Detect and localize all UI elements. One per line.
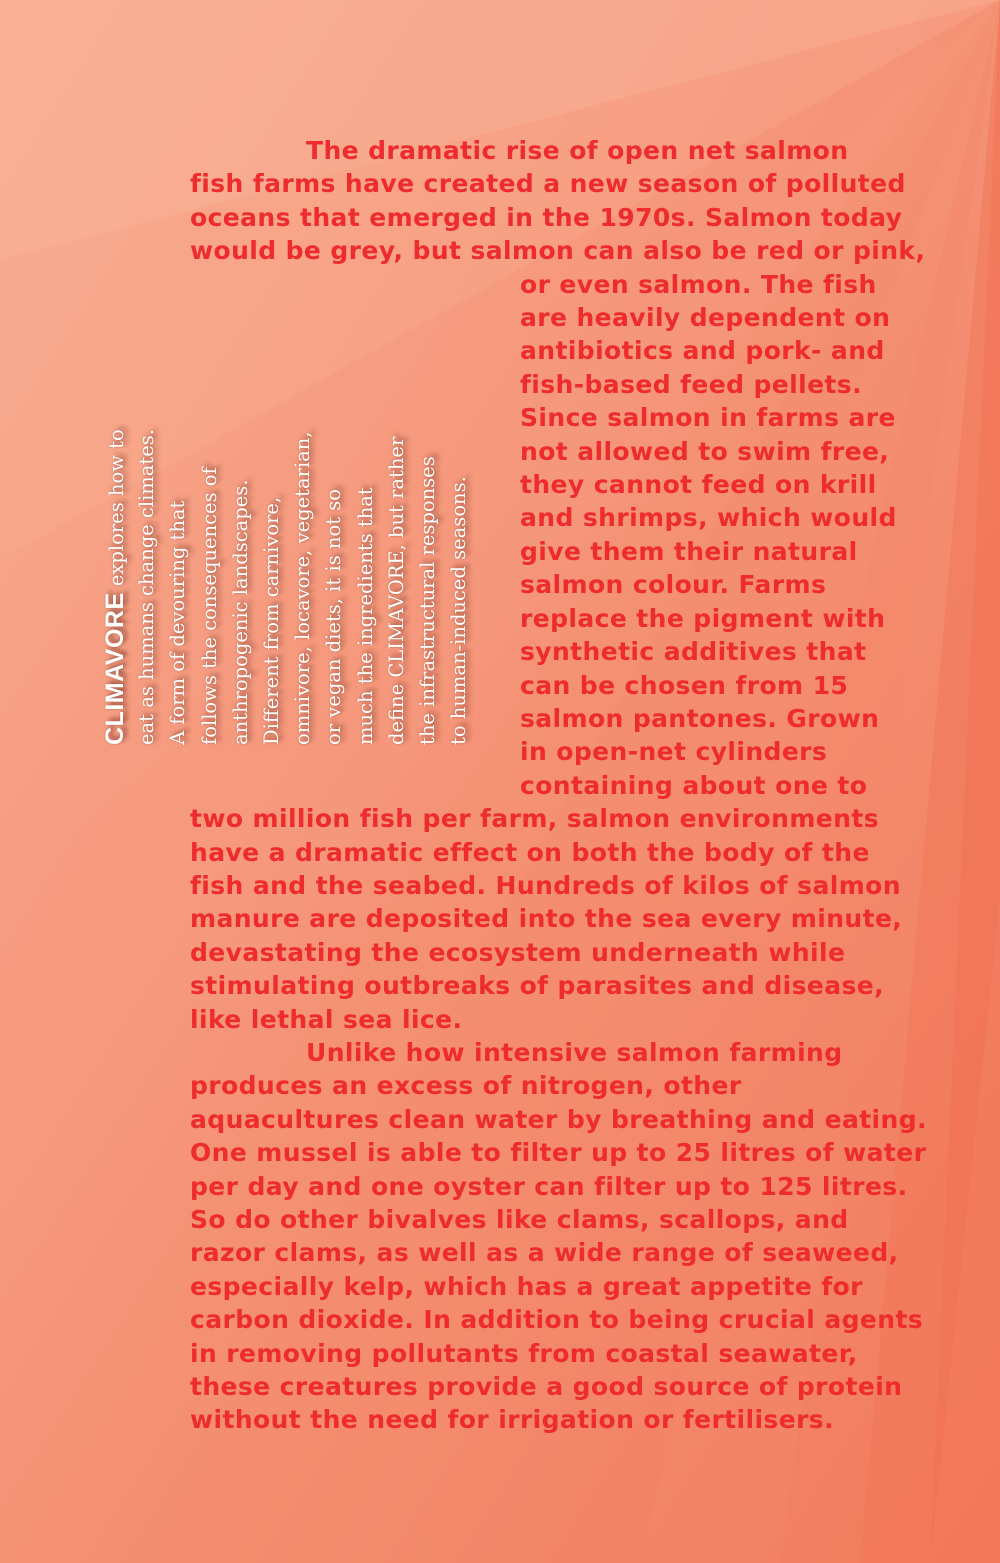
- paragraph-1-line: fish and the seabed. Hundreds of kilos of salmon: [190, 870, 901, 900]
- paragraph-2-line: produces an excess of nitrogen, other: [190, 1071, 742, 1101]
- sidebar-line-4: follows the consequences of: [197, 467, 221, 745]
- paragraph-2-line: per day and one oyster can filter up to 125 litres.: [190, 1171, 908, 1201]
- paragraph-2-line: Unlike how intensive salmon farming: [306, 1037, 843, 1067]
- sidebar-line-11: the infrastructural responses: [415, 456, 439, 745]
- paragraph-1-line: and shrimps, which would: [520, 503, 897, 533]
- paragraph-1-line: they cannot feed on krill: [520, 470, 877, 500]
- paragraph-1-line: can be chosen from 15: [520, 670, 849, 700]
- paragraph-1-line: are heavily dependent on: [520, 303, 891, 333]
- sidebar-line-7: omnivore, locavore, vegetarian,: [291, 431, 315, 745]
- paragraph-2-line: carbon dioxide. In addition to being crucial agents: [190, 1305, 924, 1335]
- paragraph-1-line: would be grey, but salmon can also be red or pink,: [190, 236, 926, 266]
- paragraph-1-line: containing about one to: [520, 770, 868, 800]
- sidebar-line-12: to human-induced seasons.: [447, 476, 471, 745]
- paragraph-2-line: especially kelp, which has a great appetite for: [190, 1271, 863, 1301]
- sidebar-line-3: A form of devouring that: [166, 500, 190, 745]
- paragraph-1-line: replace the pigment with: [520, 603, 886, 633]
- paragraph-1-line: oceans that emerged in the 1970s. Salmon today: [190, 202, 903, 232]
- paragraph-1-line: Since salmon in farms are: [520, 403, 896, 433]
- paragraph-1-line: devastating the ecosystem underneath while: [190, 937, 846, 967]
- paragraph-1-line: antibiotics and pork- and: [520, 336, 885, 366]
- sidebar-line-1-text: explores how to: [105, 429, 128, 593]
- paragraph-2-line: razor clams, as well as a wide range of seaweed,: [190, 1238, 899, 1268]
- paragraph-2-line: aquacultures clean water by breathing and eating.: [190, 1104, 927, 1134]
- sidebar-line-10: define CLIMAVORE, but rather: [384, 436, 408, 745]
- sidebar-line-2: eat as humans change climates.: [135, 428, 159, 745]
- paragraph-1-line: fish-based feed pellets.: [520, 369, 862, 399]
- paragraph-1-line: not allowed to swim free,: [520, 436, 890, 466]
- sidebar-line-5: anthropogenic landscapes.: [228, 479, 252, 745]
- paragraph-2-line: these creatures provide a good source of protein: [190, 1372, 903, 1402]
- paragraph-1-line: synthetic additives that: [520, 637, 867, 667]
- paragraph-1-line: fish farms have created a new season of polluted: [190, 169, 906, 199]
- paragraph-1-line: two million fish per farm, salmon environments: [190, 804, 879, 834]
- paragraph-2-line: One mussel is able to filter up to 25 litres of water: [190, 1138, 927, 1168]
- paragraph-2-line: So do other bivalves like clams, scallops, and: [190, 1205, 849, 1234]
- sidebar-line-6: Different from carnivore,: [259, 496, 283, 745]
- paragraph-1-line: give them their natural: [520, 536, 858, 566]
- paragraph-1-line: salmon colour. Farms: [520, 570, 827, 600]
- paragraph-1-line: or even salmon. The fish: [520, 269, 877, 299]
- paragraph-2-line: without the need for irrigation or fertilisers.: [190, 1405, 834, 1435]
- paragraph-1-line: like lethal sea lice.: [190, 1004, 463, 1034]
- sidebar-line-8: or vegan diets, it is not so: [322, 489, 346, 745]
- paragraph-1-line: The dramatic rise of open net salmon: [306, 136, 849, 165]
- paragraph-1-line: manure are deposited into the sea every minute,: [190, 904, 903, 934]
- sidebar-line-1: [100, 325, 131, 745]
- paragraph-1-line: have a dramatic effect on both the body of the: [190, 837, 870, 867]
- sidebar-line-9: much the ingredients that: [353, 487, 377, 745]
- paragraph-1-line: in open-net cylinders: [520, 737, 828, 767]
- climavore-sidebar: [100, 325, 500, 745]
- climavore-brand: CLIMAVORE: [101, 592, 129, 745]
- paragraph-2-line: in removing pollutants from coastal seawater,: [190, 1338, 858, 1368]
- paragraph-1-line: stimulating outbreaks of parasites and disease,: [190, 971, 885, 1001]
- paragraph-1-line: salmon pantones. Grown: [520, 703, 880, 733]
